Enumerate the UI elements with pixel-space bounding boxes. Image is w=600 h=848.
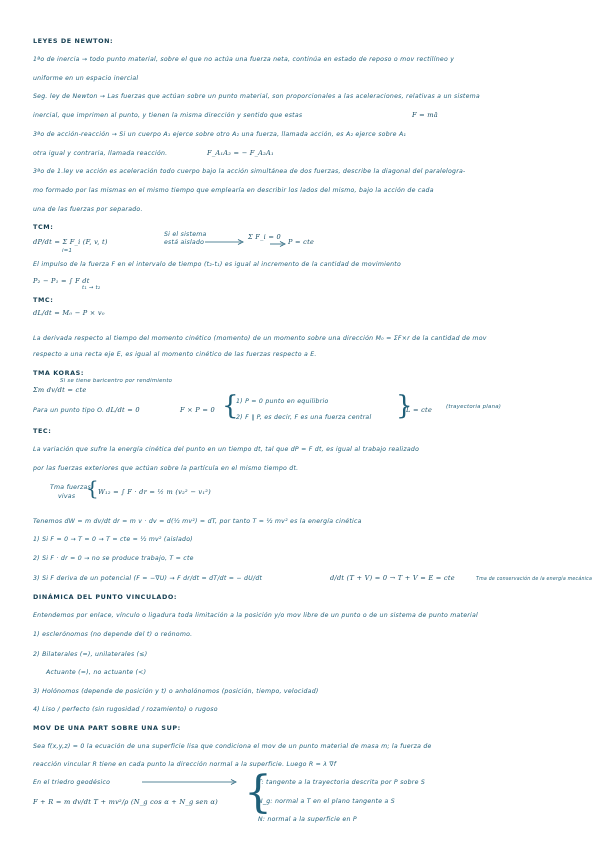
tmc-text-2: respecto a una recta eje E, es igual al momento cinético de las fuerzas respecto a E. [33, 351, 317, 358]
tec-line-3: Tenemos dW = m dv/dt dr = m v · dv = d(½ mv²) = dT, por tanto T = ½ mv² es la energía cinética [33, 518, 362, 525]
tma-result: L = cte [406, 406, 433, 414]
tec-case-3-energy: d/dt (T + V) = 0 → T + V = E = cte [330, 574, 455, 582]
second-law-line-2: inercial, que imprimen al punto, y tienen la misma dirección y sentido que estas [33, 112, 303, 119]
tec-case-1: 1) Si F = 0 → T = 0 → T = cte = ½ mv² (aislado) [33, 536, 193, 543]
constraint-type-2b: Actuante (=), no actuante (<) [46, 669, 147, 676]
brace-icon: { [86, 476, 99, 500]
arrow-icon [142, 779, 238, 785]
brace-icon: { [244, 767, 272, 818]
surface-triad-ng: N_g: normal a T en el plano tangente a S [258, 798, 395, 805]
tec-text-2: por las fuerzas exteriores que actúan sobre la partícula en el mismo tiempo dt. [33, 465, 299, 472]
tec-text-1: La variación que sufre la energía cinética del punto en un tiempo dt, tal que dP = F dt, es igual al trabajo realizado [33, 446, 420, 453]
surface-text-1: Sea f(x,y,z) = 0 la ecuación de una superficie lisa que condiciona el mov de un punto material de masa m; la fuerza de [33, 743, 432, 750]
dynamics-text: Entendemos por enlace, vínculo o ligadura toda limitación a la posición y/o mov libre de un punto o de un sistema de punto material [33, 612, 479, 619]
third-law-line-2: otra igual y contraria, llamada reacción. [33, 150, 168, 157]
third-law-line-1: 3ªo de acción-reacción → Si un cuerpo A₁ ejerce sobre otro A₂ una fuerza, llamada acción, es A₂ ejerce sobre A₁ [33, 131, 407, 138]
constraint-type-2: 2) Bilaterales (=), unilaterales (≤) [33, 651, 148, 658]
tmc-text-1: La derivada respecto al tiempo del momento cinético (momento) de un momento sobre una dirección M₀ = ΣF×r de la cantidad de mov [33, 335, 487, 342]
surface-formula: F + R = m dv/dt T + mv²/ρ (N_g cos α + N_g sen α) [33, 798, 218, 806]
tcm-heading: TCM: [33, 223, 54, 231]
arrow-icon [205, 239, 245, 245]
dynamics-heading: DINÁMICA DEL PUNTO VINCULADO: [33, 593, 178, 601]
tma-point-text: Para un punto tipo O. [33, 407, 105, 414]
tma-result-note: (trayectoria plana) [446, 404, 502, 410]
parallelogram-line-3: una de las fuerzas por separado. [33, 206, 143, 213]
first-law-line-2: uniforme en un espacio inercial [33, 75, 139, 82]
tcm-integral-limits: t₁ → t₂ [82, 285, 101, 291]
brace-icon: { [222, 391, 239, 421]
surface-text-3: En el triedro geodésico [33, 779, 111, 786]
tmc-formula: dL/dt = M₀ − P × v₀ [33, 309, 105, 317]
surface-triad-n: N: normal a la superficie en P [258, 816, 357, 823]
tec-side-2: vivas [58, 493, 76, 500]
tec-heading: TEC: [33, 427, 52, 435]
page-title: LEYES DE NEWTON: [33, 37, 114, 45]
third-law-formula: F_A₁A₂ = − F_A₂A₁ [207, 149, 274, 157]
tec-work-formula: W₁₂ = ∫ F · dr = ½ m (v₂² − v₁²) [98, 488, 211, 496]
tcm-impulse-formula: P₂ − P₁ = ∫ F dt [33, 277, 90, 285]
tcm-index: i=1 [62, 248, 73, 254]
parallelogram-line-1: 3ªo de 1.ley ve acción es aceleración todo cuerpo bajo la acción simultánea de dos fuerzas, describe la diagonal del paralelogra- [33, 168, 466, 175]
surface-text-2: reacción vincular R tiene en cada punto la dirección normal a la superficie. Luego R = λ ∇f [33, 761, 337, 768]
constraint-type-3: 3) Holónomos (depende de posición y t) o anholónomos (posición, tiempo, velocidad) [33, 688, 319, 695]
tec-case-3: 3) Si F deriva de un potencial (F = −∇U) → F dr/dt = dT/dt = − dU/dt [33, 575, 263, 582]
tma-equation: Σm dv/dt = cte [33, 386, 87, 394]
tma-cross: F × P = 0 [180, 406, 215, 414]
constraint-type-1: 1) esclerónomos (no depende del t) o reónomo. [33, 631, 193, 638]
tmc-heading: TMC: [33, 296, 54, 304]
tcm-impulse-text: El impulso de la fuerza F en el intervalo de tiempo (t₂-t₁) es igual al incremento de la cantidad de movimiento [33, 261, 402, 268]
tec-side-1: Tma fuerzas [50, 484, 92, 491]
tcm-equation: dP/dt = Σ F_i (F, v, t) [33, 238, 108, 246]
surface-heading: MOV DE UNA PART SOBRE UNA SUP: [33, 724, 181, 732]
first-law-line-1: 1ªo de inercia → todo punto material, sobre el que no actúa una fuerza neta, continúa en estado de reposo o mov rectilíneo y [33, 56, 455, 63]
tma-option-2: 2) F ∥ P, es decir, F es una fuerza central [236, 414, 372, 421]
arrow-icon [270, 241, 286, 247]
tma-option-1: 1) P = 0 punto en equilibrio [236, 398, 329, 405]
tcm-condition-1: Si el sistema [164, 231, 207, 238]
tcm-sum-zero: Σ F_i = 0 [248, 233, 281, 241]
tcm-result: P = cte [288, 238, 315, 246]
second-law-formula: F = mā [412, 111, 438, 119]
tma-heading: TMA KORAS: [33, 369, 85, 377]
brace-close-icon: } [396, 391, 413, 421]
second-law-line-1: Seg. ley de Newton → Las fuerzas que actúan sobre un punto material, son proporcionales a las aceleraciones, relativas a un sistema [33, 93, 480, 100]
parallelogram-line-2: mo formado por las mismas en el mismo tiempo que emplearía en describir los lados del mismo, bajo la acción de cada [33, 187, 434, 194]
tec-case-3-title: Tma de conservación de la energía mecánica [476, 576, 593, 582]
constraint-type-4: 4) Liso / perfecto (sin rugosidad / rozamiento) o rugoso [33, 706, 218, 713]
surface-triad-t: T: tangente a la trayectoria descrita por P sobre S [258, 779, 426, 786]
tma-dl-dt: dL/dt = 0 [106, 406, 140, 414]
tec-case-2: 2) Si F · dr = 0 → no se produce trabajo, T = cte [33, 555, 194, 562]
tcm-condition-2: está aislado [164, 239, 205, 246]
tma-note: Si se tiene baricentro por rendimiento [60, 378, 173, 384]
